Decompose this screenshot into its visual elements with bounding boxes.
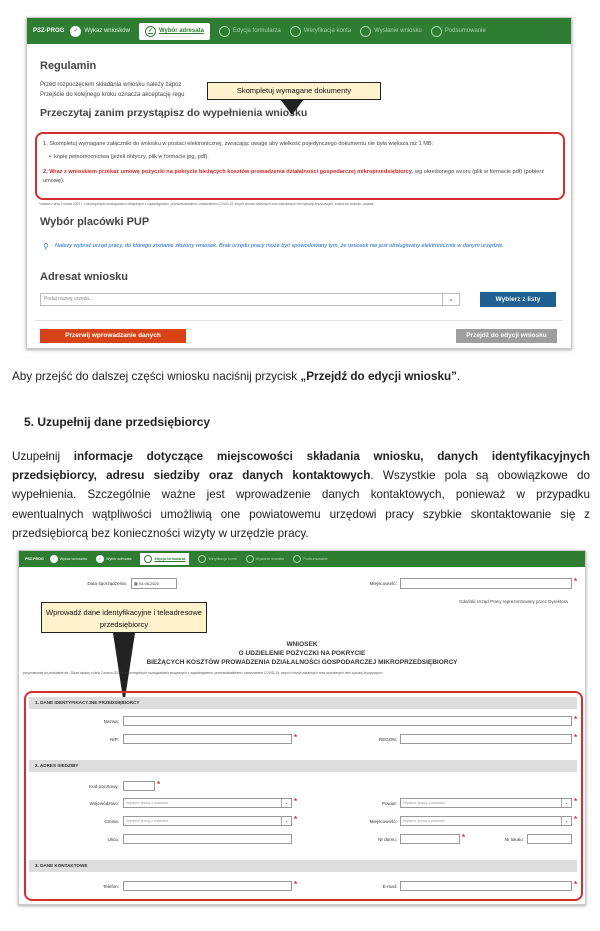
step-summary[interactable]: Podsumowanie [293,555,328,563]
form-title-2: O UDZIELENIE POŻYCZKI NA POKRYCIE [238,650,366,657]
read-before-title: Przeczytaj zanim przystąpisz do wypełnienia wniosku [40,107,308,119]
required-marker: * [574,880,578,889]
step-edit-form[interactable]: Edycja formularza [219,26,281,37]
step-verify-account[interactable]: Weryfikacja konta [290,26,351,37]
step-verify-account[interactable]: Weryfikacja konta [198,555,236,563]
screenshot-choose-recipient [26,17,572,349]
check-icon: ✓ [70,26,81,37]
screenshot-edit-form [18,550,586,905]
requirement-1: 1. Skompletuj wymagane załączniki do wniosku w postaci elektronicznej, zwracając uwagę aby wielkość pojedynczego dokumentu nie była większa niż 1 MB: [43,141,434,147]
voivodeship-select[interactable]: Wybierz jedną z wartości ⌄ [123,798,292,808]
instruction-go-to-edit: Aby przejść do dalszej części wniosku naciśnij przycisk „Przejdź do edycji wniosku”. [12,370,461,383]
check-icon: ✓ [50,555,58,563]
house-number-field[interactable] [400,834,460,844]
required-marker: * [574,577,578,586]
chevron-down-icon[interactable]: ⌄ [442,293,460,306]
divider [35,320,563,321]
nip-field[interactable] [123,734,292,744]
chevron-down-icon: ⌄ [281,817,291,825]
nip-label: NIP: [110,737,119,742]
section-address: 2. ADRES SIEDZIBY [29,760,577,772]
street-label: Ulica: [107,837,119,842]
choose-from-list-button[interactable]: Wybierz z listy [480,292,556,307]
calendar-icon: ▦ [134,581,138,586]
name-label: Nazwa: [103,719,119,724]
regulamin-text-2: Przejście do kolejnego kroku oznacza akceptację regu [40,92,185,98]
required-marker: * [294,797,298,806]
required-marker: * [294,815,298,824]
pup-info: Należy wybrać urząd pracy, do którego zostanie złożony wniosek. Brak urzędu pracy może być spowodowany tym, że wniosek nie jest obsługiwany elektronicznie w danym urzędzie. [55,243,504,249]
phone-label: Telefon: [102,884,119,889]
street-field[interactable] [123,834,292,844]
commune-select[interactable]: Wybierz jedną z wartości ⌄ [123,816,292,826]
house-number-label: Nr domu: [378,837,397,842]
city-select[interactable]: Wybierz jedną z wartości ⌄ [400,816,572,826]
email-field[interactable] [400,881,572,891]
city-label: Miejscowość: [369,819,397,824]
circle-icon [290,26,301,37]
step-summary[interactable]: Podsumowanie [431,26,486,37]
brand-label: PSZ-PROG [25,557,44,561]
place-field[interactable] [400,578,572,589]
circle-icon [198,555,206,563]
check-icon: ✓ [145,26,156,37]
instruction-fill-data: Uzupełnij informacje dotyczące miejscowości składania wniosku, danych identyfikacyjnych przedsiębiorcy, adresu siedziby oraz danych kontaktowych. Wszystkie pola są obowiązkowe do wypełnienia. Szczególnie ważne jest wprowadzenie danych kontaktowych, ponieważ w przypadku ewentualnych wątpliwości umożliwią one powiatowemu urzędowi pracy szybkie skontaktowanie się z przedsiębiorcą bez konieczności wizyty w urzędzie pracy. [12,450,590,540]
step-choose-recipient[interactable]: ✓ Wybór adresata [139,23,210,40]
step-edit-form[interactable]: Edycja formularza [140,553,189,565]
required-marker: * [574,797,578,806]
form-title-1: WNIOSEK [286,641,318,648]
required-marker: * [574,815,578,824]
pup-title: Wybór placówki PUP [40,216,150,228]
footnote: *ustawa z dnia 2 marca 2020 r. o szczególnych rozwiązaniach związanych z zapobieganiem, przeciwdziałaniem i zwalczaniem COVID-19, innych chorób zakaźnych oraz wywołanych nimi sytuacji kryzysowych, zwana we wniosku „ustawą” [39,202,375,206]
chevron-down-icon: ⌄ [561,817,571,825]
step-applications-list[interactable]: ✓ Wykaz wniosków [70,26,130,37]
step-send[interactable]: Wysłanie wniosku [246,555,285,563]
callout-enter-data: Wprowadź dane identyfikacyjne i teleadresowe przedsiębiorcy [41,602,207,633]
chevron-down-icon: ⌄ [281,799,291,807]
county-select[interactable]: Wybierz jedną z wartości ⌄ [400,798,572,808]
flat-number-field[interactable] [527,834,572,844]
section-heading-5: 5. Uzupełnij dane przedsiębiorcy [24,415,211,429]
required-marker: * [294,880,298,889]
email-label: E-mail: [382,884,397,889]
date-label: Data sporządzenia: [87,581,127,586]
required-marker: * [574,715,578,724]
required-marker: * [462,833,466,842]
step-applications-list[interactable]: ✓ Wykaz wniosków [50,555,87,563]
regulamin-text-1: Przed rozpoczęciem składania wniosku należy zapoz [40,82,182,88]
circle-icon [246,555,254,563]
required-marker: * [574,733,578,742]
circle-icon [431,26,442,37]
recipient-office: Gdański Urząd Pracy reprezentowany przez Dyrektora [459,599,568,604]
step-choose-recipient[interactable]: ✓ Wybór adresata [96,555,131,563]
regulamin-title: Regulamin [40,60,97,72]
date-field[interactable]: ▦ 04.06.2020 [131,578,177,589]
regon-label: REGON: [378,737,397,742]
regon-field[interactable] [400,734,572,744]
postal-code-field[interactable] [123,781,155,791]
wizard-steps-bar [19,551,585,567]
form-title-3: BIEŻĄCYCH KOSZTÓW PROWADZENIA DZIAŁALNOŚCI GOSPODARCZEJ MIKROPRZEDSIĘBIORCY [146,659,458,666]
cancel-button[interactable]: Przerwij wprowadzanie danych [40,329,186,343]
step-send[interactable]: Wysłanie wniosku [360,26,422,37]
legal-basis: przyznawanej na podstawie art. 15zzd ustawy z dnia 2 marca 2020 r. o szczególnych rozwiązaniach związanych z zapobieganiem, przeciwdziałaniem i zwalczaniem COVID-19, innych chorób zakaźnych oraz wywołanych nimi sytuacji kryzysowych [23,671,383,675]
voivodeship-label: Województwo: [89,801,119,806]
adresat-title: Adresat wniosku [40,271,129,283]
county-label: Powiat: [381,801,397,806]
go-to-edit-button[interactable]: Przejdź do edycji wniosku [456,329,557,343]
circle-icon [144,555,152,563]
phone-field[interactable] [123,881,292,891]
name-field[interactable] [123,716,572,726]
brand-label: PSZ-PROG [33,28,65,34]
flat-number-label: Nr lokalu: [504,837,524,842]
wizard-steps-bar [27,18,571,44]
check-icon: ✓ [96,555,104,563]
circle-icon [360,26,371,37]
circle-icon [293,555,301,563]
commune-label: Gmina: [104,819,119,824]
postal-code-label: Kod pocztowy: [89,784,119,789]
requirement-1-bullet: • kopię pełnomocnictwa (jeżeli dotyczy, plik w formacie jpg, pdf). [49,154,209,160]
requirement-2: 2. Wraz z wnioskiem przekaż umowę pożyczki na pokrycie bieżących kosztów prowadzenia działalności gospodarczej mikroprzedsiębiorcy, wg określonego wzoru (plik w formacie pdf) (pobierz umowę). [43,169,545,184]
office-search-input[interactable]: Podaj nazwę urzędu... [40,293,460,306]
required-marker: * [294,733,298,742]
callout-complete-documents: Skompletuj wymagane dokumenty [207,82,381,100]
section-identification: 1. DANE IDENTYFIKACYJNE PRZEDSIĘBIORCY [29,697,577,709]
required-marker: * [157,780,161,789]
chevron-down-icon: ⌄ [561,799,571,807]
place-label: Miejscowość: [369,581,397,586]
callout-arrow [280,99,304,115]
section-contact: 3. DANE KONTAKTOWE [29,860,577,872]
location-pin-icon: ⚲ [43,242,49,251]
circle-icon [219,26,230,37]
